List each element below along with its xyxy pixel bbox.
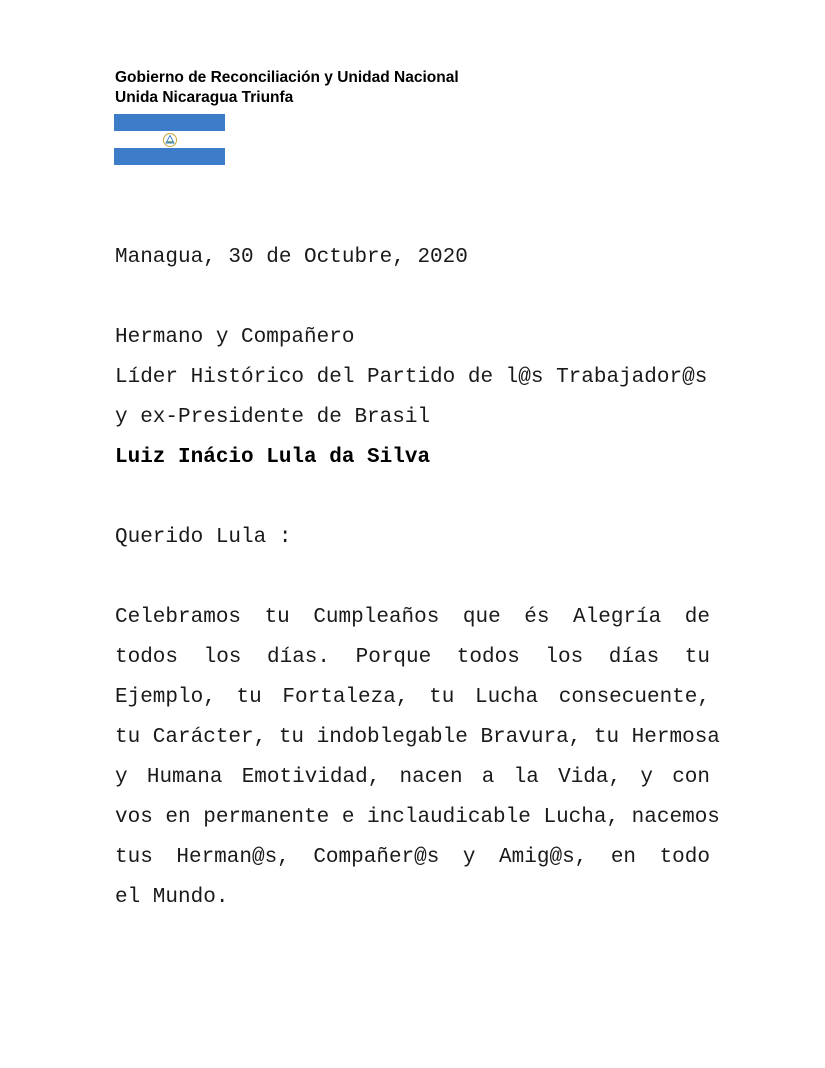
body-paragraph-line: y Humana Emotividad, nacen a la Vida, y con bbox=[115, 766, 710, 789]
nicaragua-coat-of-arms-icon bbox=[162, 132, 178, 148]
letterhead-government-name: Gobierno de Reconciliación y Unidad Nacional bbox=[115, 69, 459, 86]
flag-bottom-stripe bbox=[114, 148, 225, 165]
letter-date: Managua, 30 de Octubre, 2020 bbox=[115, 246, 468, 269]
letterhead bbox=[115, 68, 459, 108]
nicaragua-flag bbox=[114, 114, 225, 165]
recipient-role: Líder Histórico del Partido de l@s Trabajador@s bbox=[115, 366, 708, 389]
body-paragraph-line: Celebramos tu Cumpleaños que és Alegría de bbox=[115, 606, 710, 629]
recipient-former-office: y ex-Presidente de Brasil bbox=[115, 406, 431, 429]
flag-top-stripe bbox=[114, 114, 225, 131]
body-paragraph-line: el Mundo. bbox=[115, 886, 229, 909]
recipient-name: Luiz Inácio Lula da Silva bbox=[115, 446, 431, 469]
body-paragraph-line: tus Herman@s, Compañer@s y Amig@s, en todo bbox=[115, 846, 710, 869]
letterhead-slogan: Unida Nicaragua Triunfa bbox=[115, 89, 294, 106]
body-paragraph-line: tu Carácter, tu indoblegable Bravura, tu Hermosa bbox=[115, 726, 720, 749]
recipient-title: Hermano y Compañero bbox=[115, 326, 355, 349]
letter-salutation: Querido Lula : bbox=[115, 526, 292, 549]
body-paragraph-line: Ejemplo, tu Fortaleza, tu Lucha consecuente, bbox=[115, 686, 710, 709]
body-paragraph-line: vos en permanente e inclaudicable Lucha, nacemos bbox=[115, 806, 720, 829]
body-paragraph-line: todos los días. Porque todos los días tu bbox=[115, 646, 710, 669]
